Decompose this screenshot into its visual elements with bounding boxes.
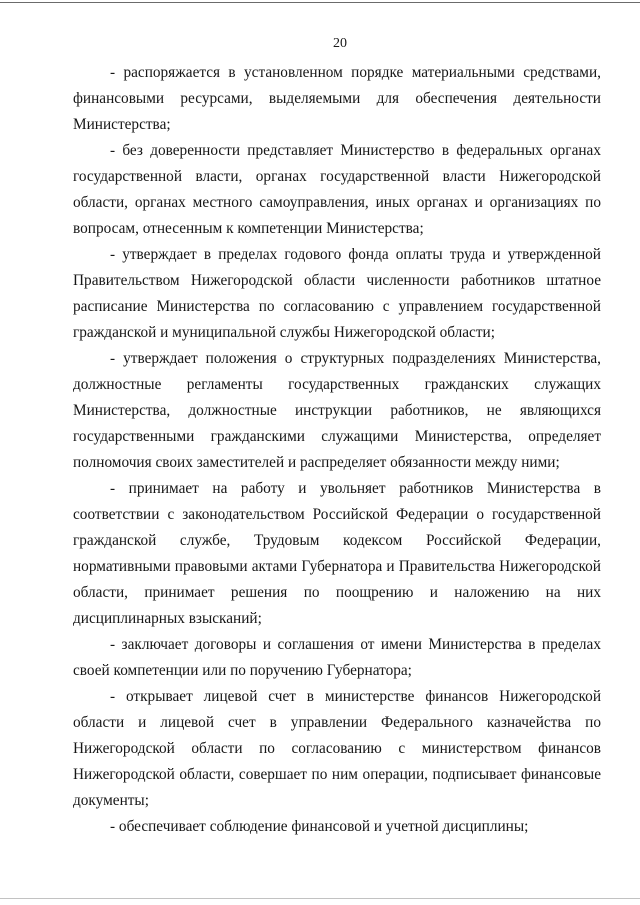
scan-top-edge [0,2,640,3]
paragraph: - утверждает в пределах годового фонда оплаты труда и утвержденной Правительством Нижегородской области численности работников штатное расписание Министерства по согласованию с управлением государственной гражданской и муниципальной службы Нижегородской области; [73,246,601,341]
paragraph: - обеспечивает соблюдение финансовой и учетной дисциплины; [110,818,529,835]
document-body [73,60,601,840]
scan-bottom-edge [0,898,640,899]
paragraph: - утверждает положения о структурных подразделениях Министерства, должностные регламенты государственных гражданских служащих Министерства, должностные инструкции работников, не являющихся государственными гражданскими служащими Министерства, определяет полномочия своих заместителей и распределяет обязанности между ними; [73,350,601,471]
paragraph: - без доверенности представляет Министерство в федеральных органах государственной власти, органах государственной власти Нижегородской области, органах местного самоуправления, иных органах и организациях по вопросам, отнесенным к компетенции Министерства; [73,142,601,237]
page-number: 20 [333,36,347,51]
paragraph: - заключает договоры и соглашения от имени Министерства в пределах своей компетенции или по поручению Губернатора; [73,636,601,679]
paragraph: - принимает на работу и увольняет работников Министерства в соответствии с законодательством Российской Федерации о государственной гражданской службе, Трудовым кодексом Российской Федерации, нормативными правовыми актами Губернатора и Правительства Нижегородской области, принимает решения по поощрению и наложению на них дисциплинарных взысканий; [73,480,601,627]
paragraph: - распоряжается в установленном порядке материальными средствами, финансовыми ресурсами, выделяемыми для обеспечения деятельности Министерства; [73,64,601,133]
paragraph: - открывает лицевой счет в министерстве финансов Нижегородской области и лицевой счет в управлении Федерального казначейства по Нижегородской области по согласованию с министерством финансов Нижегородской области, совершает по ним операции, подписывает финансовые документы; [73,688,601,809]
